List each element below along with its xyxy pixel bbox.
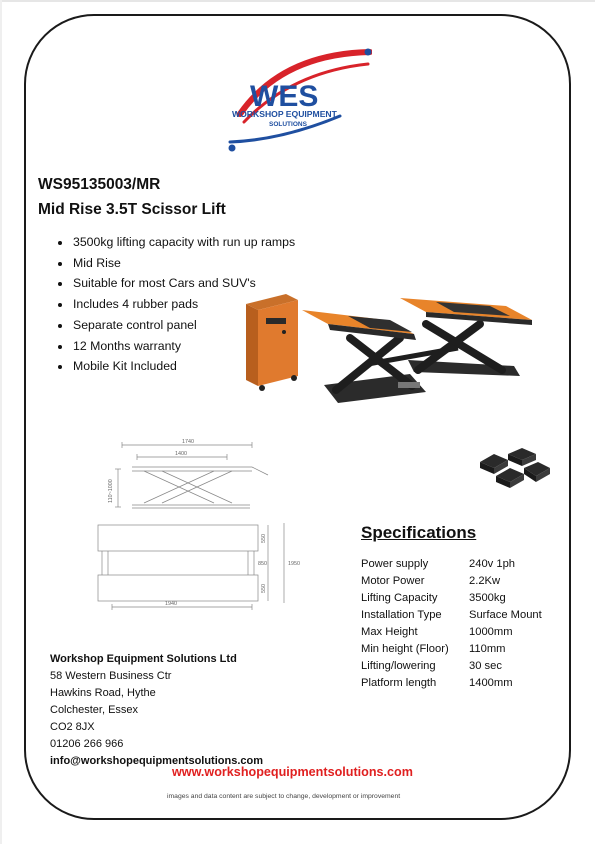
feature-item: • 3500kg lifting capacity with run up ramps — [72, 232, 295, 253]
dim-gap: 850 — [258, 561, 267, 567]
specifications-table — [359, 556, 542, 692]
address-line: Colchester, Essex — [50, 704, 139, 716]
address-line: 58 Western Business Ctr — [50, 670, 172, 682]
feature-item: • Mobile Kit Included — [72, 356, 295, 377]
disclaimer-text: images and data content are subject to change, development or improvement — [167, 793, 401, 800]
control-panel-cabinet — [246, 294, 298, 391]
scissor-lift-image — [240, 290, 540, 405]
spec-label: Power supply — [361, 558, 429, 570]
spec-value: Surface Mount — [469, 609, 542, 621]
product-title: Mid Rise 3.5T Scissor Lift — [38, 201, 226, 218]
address-line: CO2 8JX — [50, 721, 95, 733]
spec-row — [359, 675, 542, 692]
spec-value: 30 sec — [469, 660, 502, 672]
feature-item: • Mid Rise — [72, 253, 295, 274]
address-line: Hawkins Road, Hythe — [50, 687, 156, 699]
dim-platform-length: 1400 — [175, 451, 187, 457]
specifications-heading: Specifications — [361, 523, 477, 542]
website-link[interactable]: www.workshopequipmentsolutions.com — [172, 765, 413, 779]
dim-base-length: 1940 — [165, 601, 177, 607]
feature-item: • Includes 4 rubber pads — [72, 294, 295, 315]
spec-value: 3500kg — [469, 592, 506, 604]
dim-height-range: 110~1000 — [108, 479, 114, 503]
technical-drawing — [82, 435, 322, 613]
dim-platform-width-a: 550 — [261, 534, 267, 543]
rubber-pads-image — [474, 446, 552, 494]
spec-row — [359, 641, 542, 658]
logo-line-1: WORKSHOP EQUIPMENT — [232, 109, 337, 119]
page-top-edge — [0, 0, 595, 2]
spec-label: Lifting/lowering — [361, 660, 436, 672]
spec-row — [359, 607, 542, 624]
spec-row — [359, 590, 542, 607]
spec-label: Platform length — [361, 677, 437, 689]
spec-value: 2.2Kw — [469, 575, 501, 587]
email-link[interactable]: info@workshopequipmentsolutions.com — [50, 755, 264, 767]
spec-value: 1400mm — [469, 677, 513, 689]
dim-overall-length: 1740 — [182, 439, 194, 445]
spec-label: Min height (Floor) — [361, 643, 449, 655]
spec-row — [359, 624, 542, 641]
spec-label: Installation Type — [361, 609, 442, 621]
phone-number: 01206 266 966 — [50, 738, 124, 750]
spec-row — [359, 658, 542, 675]
spec-value: 110mm — [469, 643, 506, 655]
company-name: Workshop Equipment Solutions Ltd — [50, 653, 237, 665]
logo-mark: WES — [250, 80, 319, 113]
spec-value: 1000mm — [469, 626, 513, 638]
dim-platform-width-b: 550 — [261, 584, 267, 593]
feature-item: • Suitable for most Cars and SUV's — [72, 273, 295, 294]
spec-row — [359, 556, 542, 573]
feature-item: • 12 Months warranty — [72, 336, 295, 357]
spec-value: 240v 1ph — [469, 558, 516, 570]
company-contact-block — [50, 651, 263, 770]
spec-label: Motor Power — [361, 575, 425, 587]
spec-label: Lifting Capacity — [361, 592, 438, 604]
wes-logo — [222, 44, 372, 160]
spec-label: Max Height — [361, 626, 418, 638]
dim-width-total: 1950 — [288, 561, 300, 567]
feature-item: • Separate control panel — [72, 315, 295, 336]
page-left-edge — [0, 0, 2, 844]
product-code: WS95135003/MR — [38, 176, 161, 193]
logo-line-2: SOLUTIONS — [269, 121, 307, 128]
spec-row — [359, 573, 542, 590]
